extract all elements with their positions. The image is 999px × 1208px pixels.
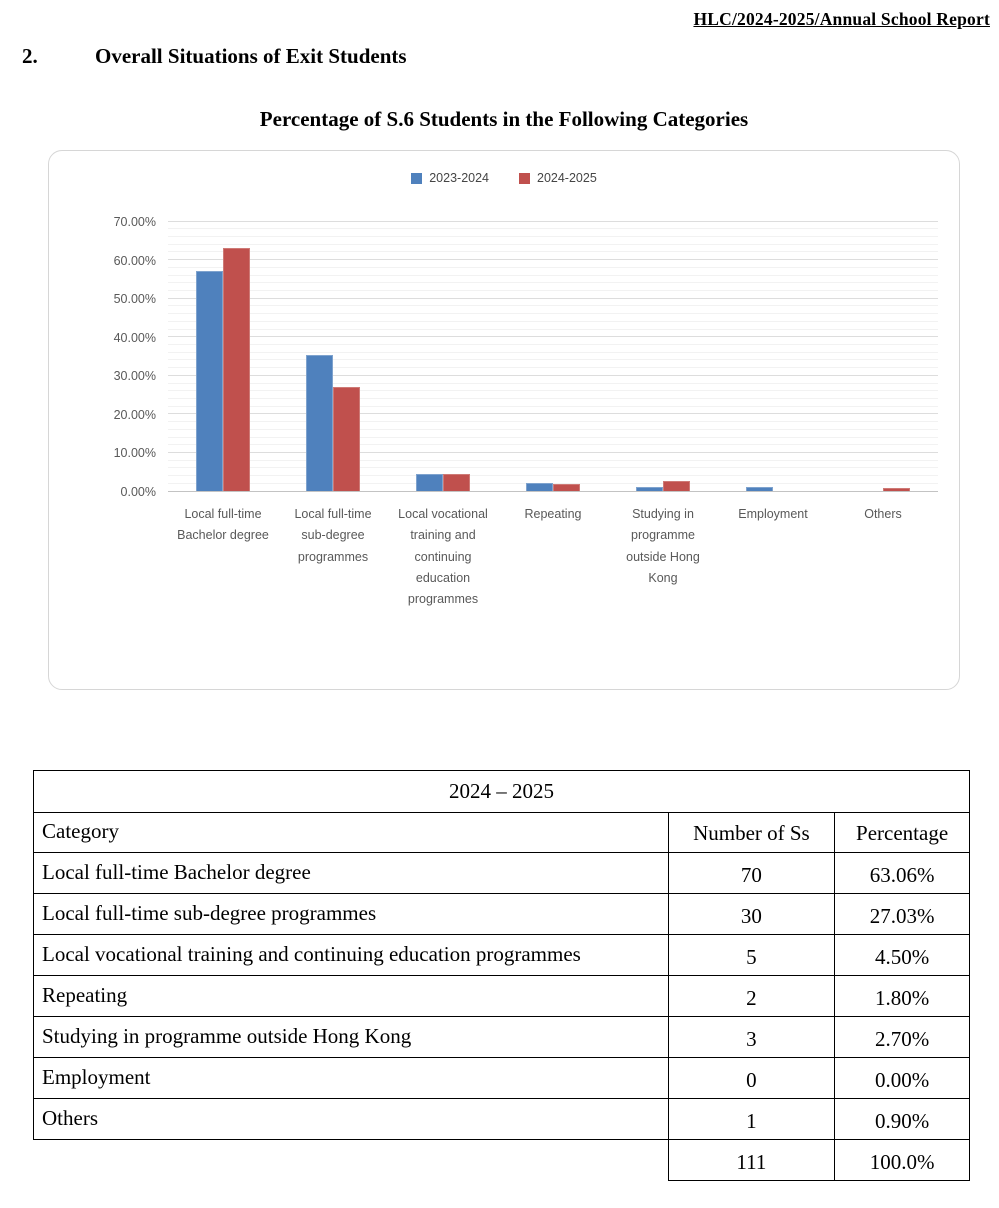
legend-label: 2023-2024 — [429, 171, 489, 185]
cell-percentage: 2.70% — [835, 1017, 970, 1058]
major-gridline — [168, 336, 938, 337]
minor-gridline — [168, 329, 938, 330]
cell-category: Local full-time sub-degree programmes — [34, 894, 669, 935]
x-axis-category-label-text: Others — [864, 507, 902, 521]
y-axis-tick-label: 10.00% — [113, 446, 156, 461]
minor-gridline — [168, 275, 938, 276]
bar-2024-2025 — [443, 474, 470, 491]
chart-plot-area — [113, 215, 938, 606]
y-axis-tick-label: 0.00% — [120, 485, 156, 499]
bar-group — [388, 474, 498, 491]
column-header: Number of Ss — [668, 813, 835, 853]
minor-gridline — [168, 352, 938, 353]
total-blank-cell — [34, 1140, 669, 1181]
x-axis-category-label — [718, 504, 828, 525]
table-row — [34, 894, 970, 935]
section-number: 2. — [22, 44, 38, 68]
minor-gridline — [168, 282, 938, 283]
table-row — [34, 976, 970, 1017]
bar-group — [718, 487, 828, 491]
table-title: 2024 – 2025 — [34, 771, 970, 813]
minor-gridline — [168, 313, 938, 314]
bar-group — [608, 481, 718, 491]
section-title: Overall Situations of Exit Students — [95, 44, 407, 68]
cell-percentage: 63.06% — [835, 853, 970, 894]
major-gridline — [168, 221, 938, 222]
cell-number: 3 — [668, 1017, 835, 1058]
total-number: 111 — [668, 1140, 835, 1181]
bar-2023-2024 — [416, 474, 443, 491]
y-axis-tick-label: 60.00% — [113, 253, 156, 268]
y-axis-tick-label: 30.00% — [113, 369, 156, 384]
cell-category: Repeating — [34, 976, 669, 1017]
bar-2024-2025 — [333, 387, 360, 491]
table-row — [34, 935, 970, 976]
cell-percentage: 4.50% — [835, 935, 970, 976]
exit-students-table — [33, 770, 970, 1181]
x-axis-category-label-text: Employment — [738, 507, 808, 521]
table-row — [34, 1099, 970, 1140]
bar-2024-2025 — [663, 481, 690, 491]
bar-2023-2024 — [196, 271, 223, 491]
bar-group — [278, 355, 388, 491]
x-axis-category-label — [278, 504, 388, 568]
table-row — [34, 1058, 970, 1099]
x-axis-category-label — [388, 504, 498, 610]
total-percentage: 100.0% — [835, 1140, 970, 1181]
bar-chart — [48, 150, 960, 690]
cell-percentage: 1.80% — [835, 976, 970, 1017]
x-axis-category-label-text: Local vocational training and continuing education programmes — [398, 507, 488, 606]
cell-percentage: 0.00% — [835, 1058, 970, 1099]
column-header: Category — [34, 813, 669, 853]
table-row — [34, 853, 970, 894]
bar-2024-2025 — [883, 488, 910, 491]
bar-group — [168, 248, 278, 491]
cell-category: Employment — [34, 1058, 669, 1099]
bar-group — [828, 488, 938, 491]
x-axis-category-label-text: Repeating — [524, 507, 582, 521]
minor-gridline — [168, 321, 938, 322]
y-axis-tick-label: 50.00% — [113, 292, 156, 307]
chart-title: Percentage of S.6 Students in the Following Categories — [259, 107, 749, 131]
cell-number: 5 — [668, 935, 835, 976]
bar-2023-2024 — [306, 355, 333, 491]
minor-gridline — [168, 267, 938, 268]
cell-number: 70 — [668, 853, 835, 894]
document-reference-header: HLC/2024-2025/Annual School Report — [693, 9, 990, 29]
x-axis-category-label-text: Local full-time sub-degree programmes — [294, 507, 372, 564]
minor-gridline — [168, 236, 938, 237]
cell-number: 1 — [668, 1099, 835, 1140]
x-axis-category-label — [498, 504, 608, 525]
major-gridline — [168, 298, 938, 299]
cell-percentage: 27.03% — [835, 894, 970, 935]
legend-item-2023-2024 — [411, 171, 489, 185]
minor-gridline — [168, 228, 938, 229]
x-axis-category-label-text: Local full-time Bachelor degree — [177, 507, 269, 543]
y-axis-tick-label: 20.00% — [113, 407, 156, 422]
chart-legend — [49, 171, 959, 185]
bar-group — [498, 483, 608, 491]
cell-category: Others — [34, 1099, 669, 1140]
legend-label: 2024-2025 — [537, 171, 597, 185]
legend-swatch-icon — [411, 173, 422, 184]
legend-swatch-icon — [519, 173, 530, 184]
table-total-row — [34, 1140, 970, 1181]
bar-2023-2024 — [526, 483, 553, 491]
bar-2023-2024 — [636, 487, 663, 491]
y-axis-tick-label: 70.00% — [113, 215, 156, 229]
cell-category: Studying in programme outside Hong Kong — [34, 1017, 669, 1058]
cell-category: Local full-time Bachelor degree — [34, 853, 669, 894]
minor-gridline — [168, 290, 938, 291]
y-axis-tick-label: 40.00% — [113, 330, 156, 345]
legend-item-2024-2025 — [519, 171, 597, 185]
x-axis-category-label-text: Studying in programme outside Hong Kong — [626, 507, 700, 585]
cell-number: 0 — [668, 1058, 835, 1099]
bar-2024-2025 — [223, 248, 250, 491]
x-axis-category-label — [828, 504, 938, 525]
cell-number: 30 — [668, 894, 835, 935]
minor-gridline — [168, 244, 938, 245]
table-row — [34, 1017, 970, 1058]
major-gridline — [168, 259, 938, 260]
minor-gridline — [168, 344, 938, 345]
minor-gridline — [168, 251, 938, 252]
minor-gridline — [168, 305, 938, 306]
cell-number: 2 — [668, 976, 835, 1017]
column-header: Percentage — [835, 813, 970, 853]
bar-2024-2025 — [553, 484, 580, 491]
bar-2023-2024 — [746, 487, 773, 491]
cell-percentage: 0.90% — [835, 1099, 970, 1140]
x-axis-category-label — [608, 504, 718, 589]
x-axis-category-label — [168, 504, 278, 547]
cell-category: Local vocational training and continuing education programmes — [34, 935, 669, 976]
